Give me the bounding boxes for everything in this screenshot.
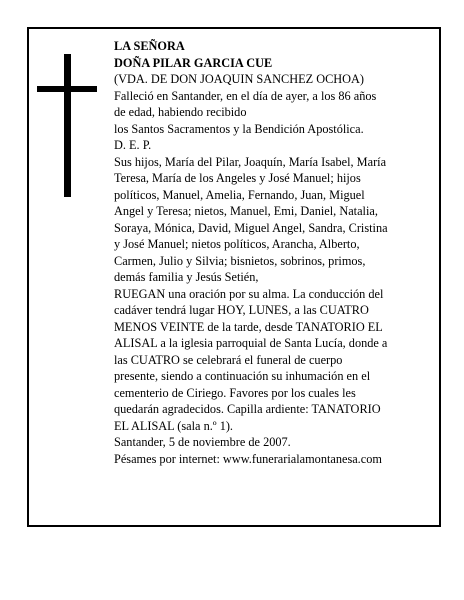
cross-icon bbox=[64, 54, 71, 197]
body-line: presente, siendo a continuación su inhumación en el bbox=[114, 369, 371, 383]
deceased-name: DOÑA PILAR GARCIA CUE bbox=[114, 55, 273, 70]
obituary-text bbox=[114, 38, 426, 467]
body-line: cadáver tendrá lugar HOY, LUNES, a las CUATRO bbox=[114, 303, 369, 317]
body-line: Soraya, Mónica, David, Miguel Angel, Sandra, Cristina bbox=[114, 220, 388, 235]
body-line: quedarán agradecidos. Capilla ardiente: TANATORIO bbox=[114, 402, 381, 416]
rip-line: D. E. P. bbox=[114, 138, 152, 152]
body-line: Carmen, Julio y Silvia; bisnietos, sobrinos, primos, bbox=[114, 253, 366, 268]
body-line: Falleció en Santander, en el día de ayer, a los 86 años bbox=[114, 88, 377, 103]
body-line: Sus hijos, María del Pilar, Joaquín, María Isabel, María bbox=[114, 154, 387, 169]
body-line: cementerio de Ciriego. Favores por los cuales les bbox=[114, 385, 356, 400]
condolences-link-line: Pésames por internet: www.funerarialamontanesa.com bbox=[114, 451, 382, 466]
date-line: Santander, 5 de noviembre de 2007. bbox=[114, 435, 291, 449]
body-line: de edad, habiendo recibido bbox=[114, 105, 247, 119]
cross-icon-crossbar bbox=[37, 86, 97, 92]
body-line: Angel y Teresa; nietos, Manuel, Emi, Daniel, Natalia, bbox=[114, 204, 378, 218]
body-line: y José Manuel; nietos políticos, Arancha, Alberto, bbox=[114, 237, 360, 251]
body-line: las CUATRO se celebrará el funeral de cuerpo bbox=[114, 352, 343, 367]
body-line: Teresa, María de los Angeles y José Manuel; hijos bbox=[114, 171, 361, 185]
body-line: EL ALISAL (sala n.º 1). bbox=[114, 418, 234, 433]
body-line: ALISAL a la iglesia parroquial de Santa Lucía, donde a bbox=[114, 336, 388, 350]
body-line: los Santos Sacramentos y la Bendición Apostólica. bbox=[114, 121, 364, 136]
body-line: políticos, Manuel, Amelia, Fernando, Juan, Miguel bbox=[114, 187, 365, 202]
body-line: demás familia y Jesús Setién, bbox=[114, 270, 259, 284]
notice-heading: LA SEÑORA bbox=[114, 39, 185, 53]
body-line: RUEGAN una oración por su alma. La conducción del bbox=[114, 286, 384, 301]
body-line: MENOS VEINTE de la tarde, desde TANATORIO EL bbox=[114, 319, 383, 334]
widow-of-line: (VDA. DE DON JOAQUIN SANCHEZ OCHOA) bbox=[114, 72, 365, 86]
